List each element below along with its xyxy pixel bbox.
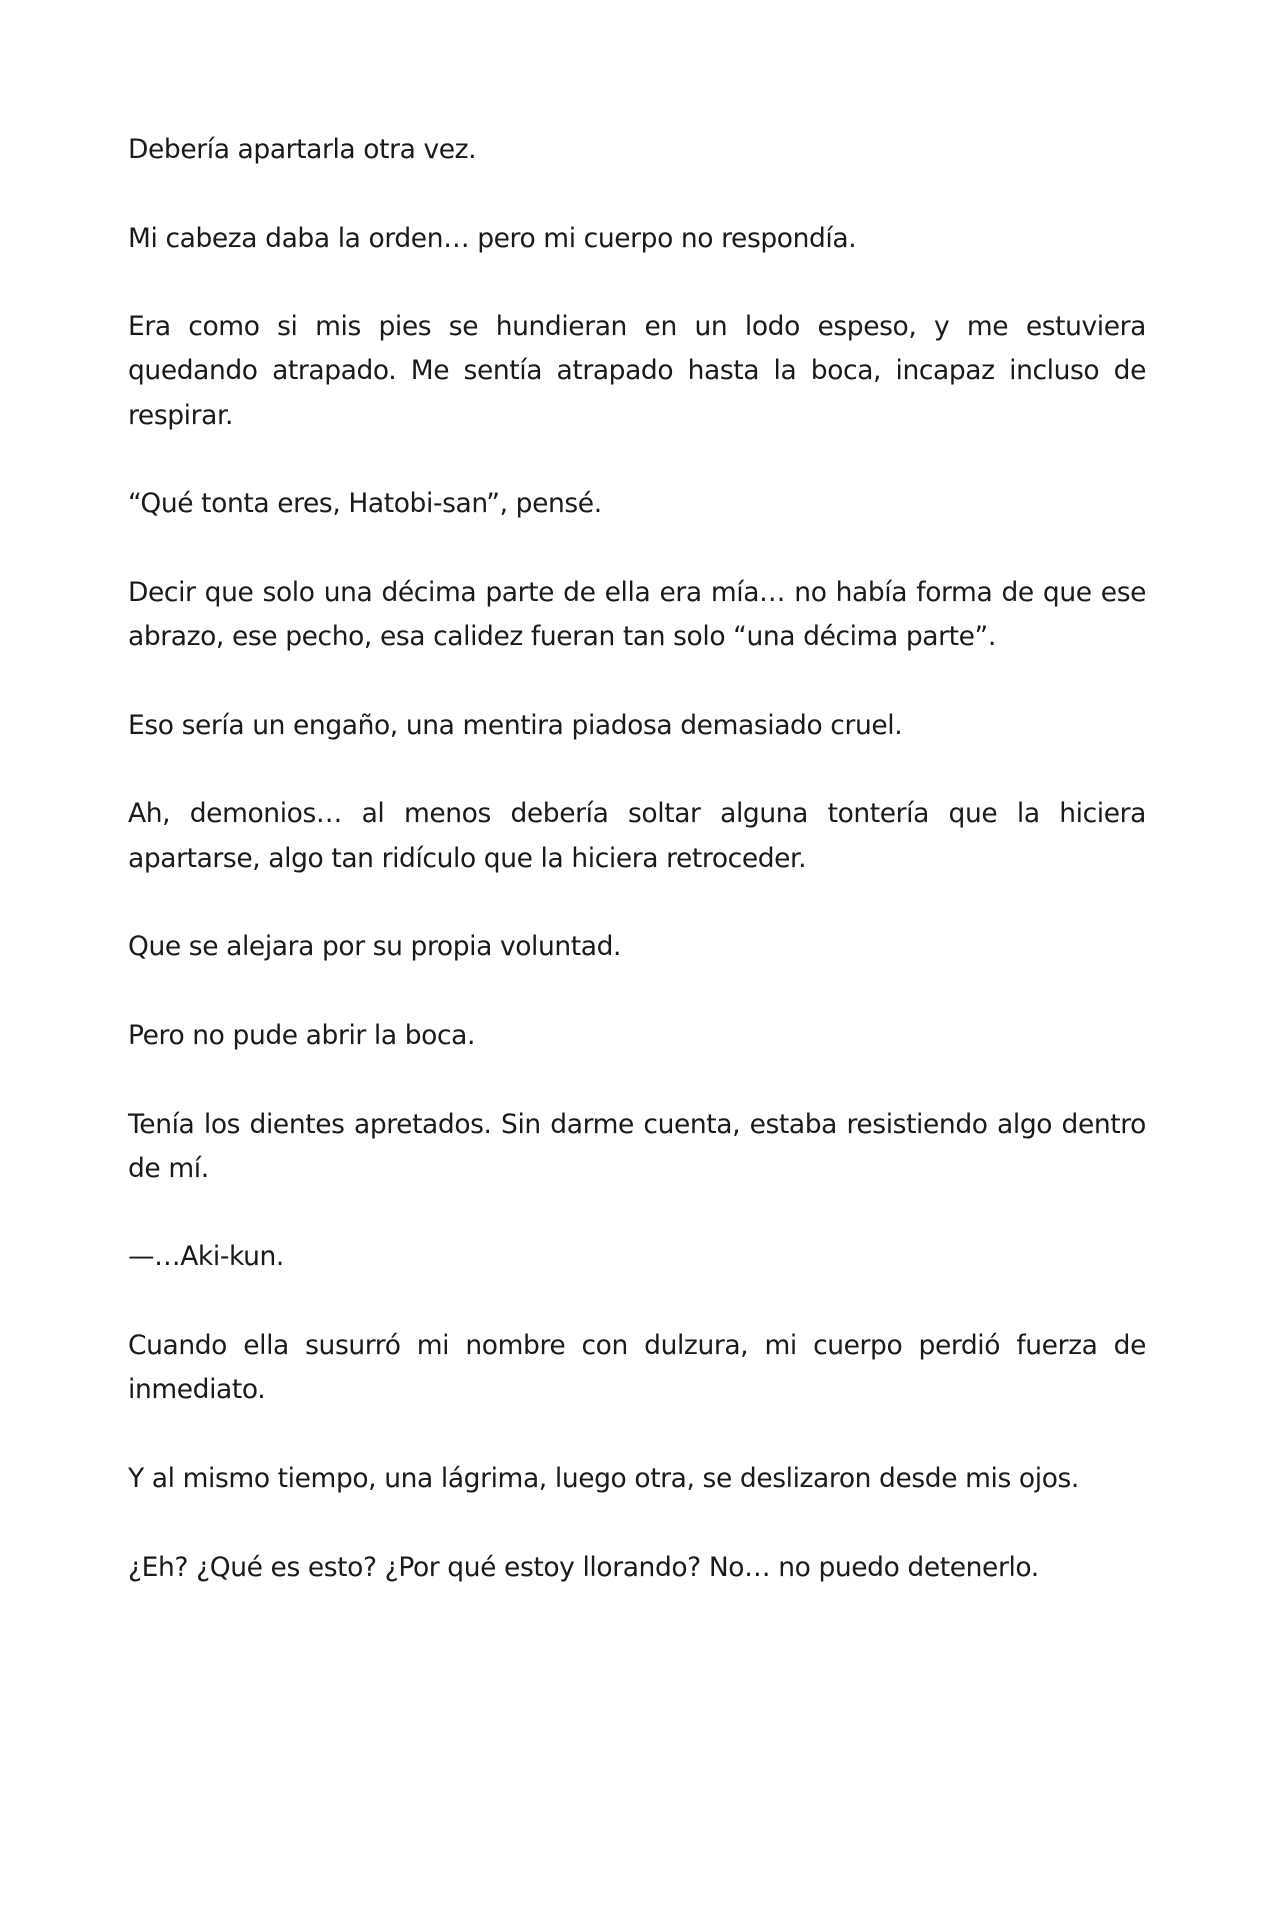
paragraph: —…Aki-kun.	[128, 1241, 284, 1273]
paragraph: Decir que solo una décima parte de ella era mía… no había forma de que ese abrazo, ese pecho, esa calidez fueran tan solo “una décima parte”.	[128, 576, 1146, 653]
paragraph: Ah, demonios… al menos debería soltar alguna tontería que la hiciera apartarse, algo tan ridículo que la hiciera retroceder.	[128, 798, 1146, 874]
paragraph: Mi cabeza daba la orden… pero mi cuerpo no respondía.	[128, 222, 857, 254]
document-page	[128, 128, 1146, 1634]
paragraph: Era como si mis pies se hundieran en un lodo espeso, y me estuviera quedando atrapado. Me sentía atrapado hasta la boca, incapaz incluso de respirar.	[128, 311, 1146, 431]
paragraph: Cuando ella susurró mi nombre con dulzura, mi cuerpo perdió fuerza de inmediato.	[128, 1330, 1146, 1406]
paragraph: “Qué tonta eres, Hatobi-san”, pensé.	[128, 488, 602, 520]
paragraph: Debería apartarla otra vez.	[128, 134, 477, 165]
paragraph: Que se alejara por su propia voluntad.	[128, 931, 622, 963]
paragraph: Eso sería un engaño, una mentira piadosa demasiado cruel.	[128, 709, 903, 741]
paragraph: Y al mismo tiempo, una lágrima, luego otra, se deslizaron desde mis ojos.	[128, 1462, 1079, 1494]
paragraph: ¿Eh? ¿Qué es esto? ¿Por qué estoy llorando? No… no puedo detenerlo.	[128, 1551, 1039, 1583]
paragraph: Tenía los dientes apretados. Sin darme cuenta, estaba resistiendo algo dentro de mí.	[128, 1108, 1146, 1184]
paragraph: Pero no pude abrir la boca.	[128, 1019, 476, 1051]
